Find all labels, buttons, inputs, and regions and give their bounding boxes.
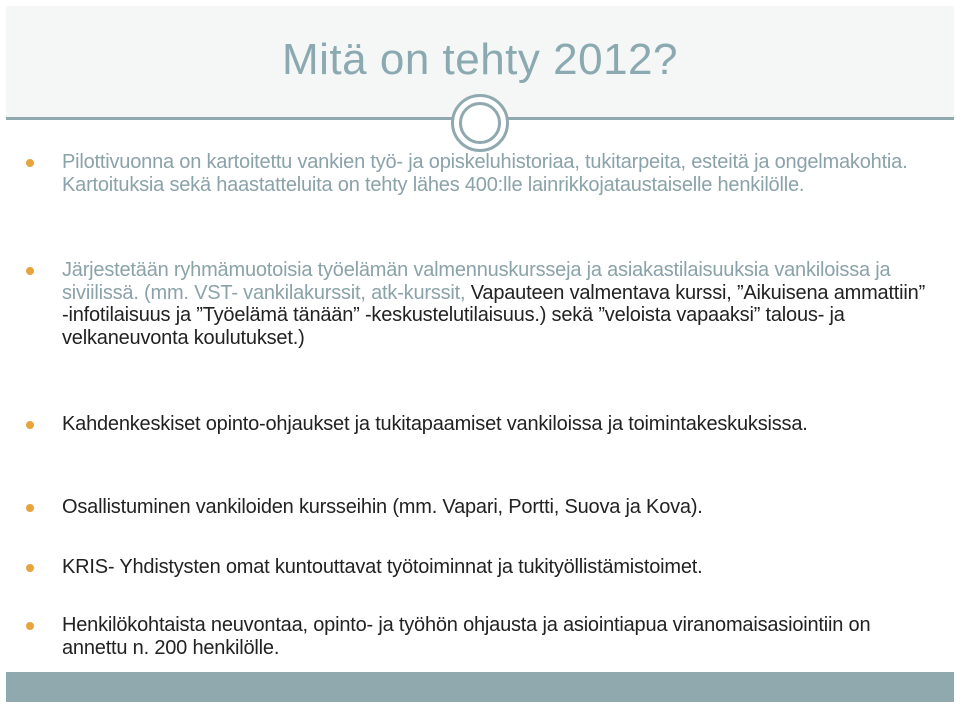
bullet-item xyxy=(62,151,932,196)
bullet-text-light: Järjestetään ryhmämuotoisia työelämän valmennuskursseja ja asiakastilaisuuksia vankiloissa ja siviilissä. (mm. VST- vankilakurssit, atk-kurssit, xyxy=(62,259,891,304)
bullet-text: Henkilökohtaista neuvontaa, opinto- ja työhön ohjausta ja asiointiapua viranomaisasiointiin on annettu n. 200 henkilölle. xyxy=(62,614,871,659)
bullet-item xyxy=(62,259,932,349)
footer-band xyxy=(6,672,954,702)
bullet-text-dark: Vapauteen valmentava kurssi, ”Aikuisena ammattiin” -infotilaisuus ja ”Työelämä tänään” -keskustelutilaisuus.) sekä ”veloista vapaaksi” talous- ja velkaneuvonta koulutukset.) xyxy=(62,281,926,349)
bullet-item xyxy=(62,496,932,519)
bullet-text: Pilottivuonna on kartoitettu vankien työ- ja opiskeluhistoriaa, tukitarpeita, esteitä ja ongelmakohtia. Kartoituksia sekä haastatteluita on tehty lähes 400:lle lainrikkojataustaiselle henkilölle. xyxy=(62,151,908,196)
bullet-item xyxy=(62,413,932,436)
slide-title: Mitä on tehty 2012? xyxy=(282,35,678,84)
bullet-text: Kahdenkeskiset opinto-ohjaukset ja tukitapaamiset vankiloissa ja toimintakeskuksissa. xyxy=(62,413,808,435)
bullet-item xyxy=(62,614,932,659)
bullet-item xyxy=(62,556,932,579)
bullet-text: Osallistuminen vankiloiden kursseihin (mm. Vapari, Portti, Suova ja Kova). xyxy=(62,496,703,518)
bullet-text: KRIS- Yhdistysten omat kuntouttavat työtoiminnat ja tukityöllistämistoimet. xyxy=(62,556,703,578)
